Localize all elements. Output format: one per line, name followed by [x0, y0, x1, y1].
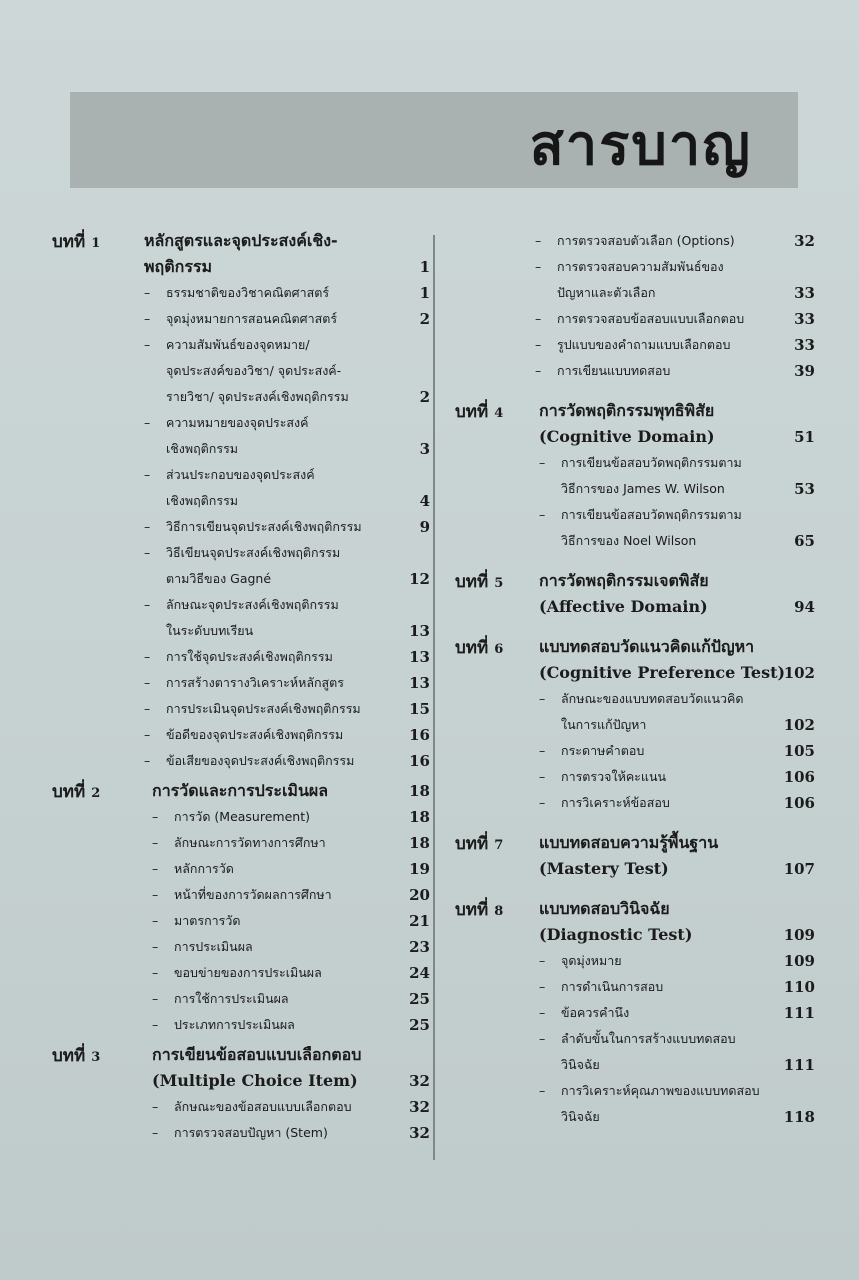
item-dash: –	[535, 363, 542, 378]
item-dash: –	[144, 311, 151, 326]
chapter-page-number: 51	[794, 428, 815, 446]
item-text: มาตรการวัด	[174, 913, 241, 928]
item-page-number: 32	[794, 232, 815, 250]
item-dash: –	[144, 285, 151, 300]
item-page-number: 105	[783, 742, 815, 760]
chapter-number: 7	[494, 838, 504, 853]
chapter-body	[539, 398, 815, 554]
item-text: วิธีเขียนจุดประสงค์เชิงพฤติกรรม	[166, 545, 341, 560]
chapter-number: 8	[494, 904, 504, 919]
chapter-label	[455, 830, 503, 857]
item-page-number: 13	[409, 622, 430, 640]
toc-item	[539, 1078, 815, 1130]
item-dash: –	[144, 415, 151, 430]
item-text: ในการแก้ปัญหา	[561, 717, 647, 732]
title-banner	[70, 92, 798, 188]
item-text: การตรวจให้คะแนน	[561, 769, 667, 784]
item-dash: –	[152, 965, 159, 980]
item-dash: –	[535, 233, 542, 248]
chapter-page-number: 18	[409, 782, 430, 800]
chapter-word: บทที่	[455, 834, 489, 854]
toc-item	[539, 1026, 815, 1078]
toc-item	[152, 882, 430, 908]
chapter-title	[539, 398, 815, 450]
chapter-title-line: (Cognitive Domain)	[539, 427, 715, 446]
item-text: วินิจฉัย	[561, 1109, 600, 1124]
item-text: ขอบข่ายของการประเมินผล	[174, 965, 322, 980]
item-page-number: 65	[794, 532, 815, 550]
item-dash: –	[152, 809, 159, 824]
item-dash: –	[539, 795, 546, 810]
item-text: เชิงพฤติกรรม	[166, 493, 239, 508]
chapter-title	[144, 228, 430, 280]
chapter-title	[152, 778, 430, 804]
item-page-number: 13	[409, 674, 430, 692]
chapter-word: บทที่	[52, 232, 86, 252]
chapter-title	[539, 830, 815, 882]
item-page-number: 23	[409, 938, 430, 956]
item-text: วิธีการเขียนจุดประสงค์เชิงพฤติกรรม	[166, 519, 362, 534]
item-page-number: 32	[409, 1098, 430, 1116]
item-page-number: 3	[419, 440, 430, 458]
chapter-title-line: (Diagnostic Test)	[539, 925, 693, 944]
column-divider	[433, 235, 435, 1160]
item-dash: –	[144, 701, 151, 716]
item-text: ความหมายของจุดประสงค์	[166, 415, 309, 430]
toc-item	[152, 856, 430, 882]
toc-item	[144, 722, 430, 748]
page-title: สารบาญ	[529, 113, 752, 178]
item-dash: –	[539, 769, 546, 784]
toc-item	[152, 804, 430, 830]
item-dash: –	[144, 649, 151, 664]
chapter-label	[52, 778, 100, 805]
item-dash: –	[144, 597, 151, 612]
item-dash: –	[152, 939, 159, 954]
item-page-number: 21	[409, 912, 430, 930]
toc-item	[144, 332, 430, 410]
item-page-number: 12	[409, 570, 430, 588]
item-text: การใช้การประเมินผล	[174, 991, 289, 1006]
item-dash: –	[152, 913, 159, 928]
item-page-number: 111	[783, 1056, 815, 1074]
chapter-title-line: แบบทดสอบวินิจฉัย	[539, 899, 670, 918]
toc-item	[152, 1094, 430, 1120]
toc-item	[539, 974, 815, 1000]
chapter-title-line: หลักสูตรและจุดประสงค์เชิง-	[144, 231, 338, 250]
item-text: ลักษณะของข้อสอบแบบเลือกตอบ	[174, 1099, 352, 1114]
toc-item	[152, 1120, 430, 1146]
chapter-title-line: (Multiple Choice Item)	[152, 1071, 358, 1090]
item-dash: –	[152, 991, 159, 1006]
chapter-number: 5	[494, 576, 504, 591]
toc-item	[144, 592, 430, 644]
item-dash: –	[539, 455, 546, 470]
item-text: ข้อดีของจุดประสงค์เชิงพฤติกรรม	[166, 727, 344, 742]
item-page-number: 25	[409, 1016, 430, 1034]
item-text: การประเมินผล	[174, 939, 253, 954]
chapter-title-line: แบบทดสอบวัดแนวคิดแก้ปัญหา	[539, 637, 755, 656]
chapter-title	[539, 896, 815, 948]
item-text: รูปแบบของคำถามแบบเลือกตอบ	[557, 337, 731, 352]
item-text: การเขียนข้อสอบวัดพฤติกรรมตาม	[561, 507, 742, 522]
chapter-body	[539, 830, 815, 882]
toc-item	[535, 332, 815, 358]
toc-item	[152, 934, 430, 960]
toc-item	[535, 228, 815, 254]
item-text: ลักษณะการวัดทางการศึกษา	[174, 835, 326, 850]
toc-item	[144, 644, 430, 670]
item-page-number: 20	[409, 886, 430, 904]
item-text: ข้อควรคำนึง	[561, 1005, 630, 1020]
toc-item	[539, 790, 815, 816]
chapter-page-number: 109	[783, 926, 815, 944]
item-dash: –	[152, 835, 159, 850]
toc-item	[152, 830, 430, 856]
toc-item	[144, 306, 430, 332]
item-page-number: 4	[419, 492, 430, 510]
item-dash: –	[144, 467, 151, 482]
chapter-title-line: (Cognitive Preference Test)	[539, 663, 786, 682]
item-text: การสร้างตารางวิเคราะห์หลักสูตร	[166, 675, 345, 690]
toc-item	[144, 696, 430, 722]
item-page-number: 106	[783, 794, 815, 812]
item-dash: –	[539, 1031, 546, 1046]
item-dash: –	[535, 311, 542, 326]
item-page-number: 16	[409, 726, 430, 744]
toc-item	[144, 540, 430, 592]
item-text: การวิเคราะห์ข้อสอบ	[561, 795, 670, 810]
toc-item	[539, 1000, 815, 1026]
chapter-page-number: 102	[783, 664, 815, 682]
toc-chapter	[52, 778, 430, 1038]
item-text: ลักษณะของแบบทดสอบวัดแนวคิด	[561, 691, 744, 706]
chapter-title-line: การวัดพฤติกรรมเจตพิสัย	[539, 571, 709, 590]
item-page-number: 16	[409, 752, 430, 770]
chapter-title-line: การวัดและการประเมินผล	[152, 781, 329, 800]
item-text: ลักษณะจุดประสงค์เชิงพฤติกรรม	[166, 597, 339, 612]
chapter-number: 3	[91, 1050, 101, 1065]
chapter-number: 1	[91, 236, 101, 251]
item-dash: –	[144, 337, 151, 352]
toc-chapter	[52, 228, 430, 774]
item-text: จุดมุ่งหมายการสอนคณิตศาสตร์	[166, 311, 338, 326]
item-page-number: 33	[794, 336, 815, 354]
chapter-page-number: 32	[409, 1072, 430, 1090]
toc-item	[144, 514, 430, 540]
item-dash: –	[539, 953, 546, 968]
item-dash: –	[152, 861, 159, 876]
item-dash: –	[144, 519, 151, 534]
item-page-number: 25	[409, 990, 430, 1008]
item-page-number: 13	[409, 648, 430, 666]
item-dash: –	[144, 753, 151, 768]
toc-item	[539, 948, 815, 974]
item-text: วิธีการของ James W. Wilson	[561, 481, 725, 496]
item-page-number: 19	[409, 860, 430, 878]
item-text: เชิงพฤติกรรม	[166, 441, 239, 456]
chapter-body	[144, 228, 430, 774]
item-page-number: 24	[409, 964, 430, 982]
chapter-body	[152, 778, 430, 1038]
item-dash: –	[152, 887, 159, 902]
chapter-word: บทที่	[455, 638, 489, 658]
item-text: การตรวจสอบข้อสอบแบบเลือกตอบ	[557, 311, 745, 326]
chapter-word: บทที่	[455, 572, 489, 592]
chapter-body	[152, 1042, 430, 1146]
item-page-number: 18	[409, 834, 430, 852]
chapter-body	[539, 634, 815, 816]
toc-item-list	[144, 280, 430, 774]
item-dash: –	[539, 743, 546, 758]
chapter-body	[539, 896, 815, 1130]
item-dash: –	[152, 1099, 159, 1114]
toc-item	[535, 254, 815, 306]
item-dash: –	[144, 727, 151, 742]
toc-item	[535, 306, 815, 332]
item-dash: –	[152, 1125, 159, 1140]
item-page-number: 2	[419, 310, 430, 328]
item-page-number: 53	[794, 480, 815, 498]
chapter-title-line: (Affective Domain)	[539, 597, 708, 616]
toc-right-column	[455, 228, 815, 1144]
chapter-title-line: การวัดพฤติกรรมพุทธิพิสัย	[539, 401, 715, 420]
item-text: หลักการวัด	[174, 861, 234, 876]
item-page-number: 33	[794, 284, 815, 302]
item-dash: –	[144, 675, 151, 690]
item-dash: –	[539, 1005, 546, 1020]
toc-left-column	[52, 228, 430, 1150]
chapter-body	[539, 568, 815, 620]
item-text: การเขียนข้อสอบวัดพฤติกรรมตาม	[561, 455, 742, 470]
item-text: กระดาษคำตอบ	[561, 743, 645, 758]
item-page-number: 33	[794, 310, 815, 328]
chapter-label	[52, 1042, 100, 1069]
toc-item	[539, 764, 815, 790]
chapter-label	[455, 398, 503, 425]
toc-item-list	[539, 948, 815, 1130]
chapter-title-line: การเขียนข้อสอบแบบเลือกตอบ	[152, 1045, 362, 1064]
toc-chapter	[455, 830, 815, 882]
item-dash: –	[539, 979, 546, 994]
toc-chapter	[455, 896, 815, 1130]
continued-section	[535, 228, 815, 384]
chapter-label	[455, 634, 503, 661]
item-text: จุดมุ่งหมาย	[561, 953, 622, 968]
chapter-title-line: แบบทดสอบความรู้พื้นฐาน	[539, 833, 719, 852]
toc-item	[539, 738, 815, 764]
item-text: ปัญหาและตัวเลือก	[557, 285, 656, 300]
item-page-number: 18	[409, 808, 430, 826]
item-text: การตรวจสอบความสัมพันธ์ของ	[557, 259, 724, 274]
chapter-word: บทที่	[455, 900, 489, 920]
item-page-number: 9	[419, 518, 430, 536]
toc-chapter	[455, 568, 815, 620]
chapter-label	[455, 568, 503, 595]
item-text: วิธีการของ Noel Wilson	[561, 533, 697, 548]
toc-item-list	[152, 804, 430, 1038]
item-text: การวัด (Measurement)	[174, 809, 310, 824]
item-text: การประเมินจุดประสงค์เชิงพฤติกรรม	[166, 701, 361, 716]
toc-item-list	[539, 686, 815, 816]
item-text: ตามวิธีของ Gagné	[166, 571, 272, 586]
toc-chapter	[455, 634, 815, 816]
item-text: หน้าที่ของการวัดผลการศึกษา	[174, 887, 332, 902]
toc-item	[144, 748, 430, 774]
item-page-number: 109	[783, 952, 815, 970]
toc-chapter	[52, 1042, 430, 1146]
chapter-title	[539, 568, 815, 620]
chapter-number: 4	[494, 406, 504, 421]
item-text: การดำเนินการสอบ	[561, 979, 664, 994]
item-dash: –	[539, 507, 546, 522]
item-text: ลำดับขั้นในการสร้างแบบทดสอบ	[561, 1031, 736, 1046]
item-page-number: 102	[783, 716, 815, 734]
item-text: ธรรมชาติของวิชาคณิตศาสตร์	[166, 285, 330, 300]
toc-item	[539, 450, 815, 502]
chapter-number: 2	[91, 786, 101, 801]
item-page-number: 118	[783, 1108, 815, 1126]
toc-item	[152, 908, 430, 934]
chapter-page-number: 107	[783, 860, 815, 878]
item-page-number: 39	[794, 362, 815, 380]
toc-item	[144, 670, 430, 696]
chapter-label	[455, 896, 503, 923]
item-text: การเขียนแบบทดสอบ	[557, 363, 671, 378]
chapter-title	[539, 634, 815, 686]
chapter-word: บทที่	[455, 402, 489, 422]
item-page-number: 32	[409, 1124, 430, 1142]
item-page-number: 110	[783, 978, 815, 996]
toc-item	[535, 358, 815, 384]
toc-item	[152, 1012, 430, 1038]
item-page-number: 2	[419, 388, 430, 406]
toc-chapter	[455, 398, 815, 554]
item-text: จุดประสงค์ของวิชา/ จุดประสงค์-	[166, 363, 342, 378]
chapter-title-line: (Mastery Test)	[539, 859, 669, 878]
item-text: ในระดับบทเรียน	[166, 623, 254, 638]
item-text: การตรวจสอบปัญหา (Stem)	[174, 1125, 328, 1140]
chapter-label	[52, 228, 100, 255]
chapter-page-number: 1	[419, 258, 430, 276]
chapter-word: บทที่	[52, 782, 86, 802]
item-dash: –	[535, 259, 542, 274]
item-text: การตรวจสอบตัวเลือก (Options)	[557, 233, 735, 248]
item-page-number: 111	[783, 1004, 815, 1022]
toc-item-list	[539, 450, 815, 554]
chapter-title	[152, 1042, 430, 1094]
toc-item	[144, 280, 430, 306]
item-dash: –	[144, 545, 151, 560]
toc-item	[152, 986, 430, 1012]
toc-item	[152, 960, 430, 986]
chapter-title-line: พฤติกรรม	[144, 257, 213, 276]
toc-item	[539, 502, 815, 554]
item-dash: –	[535, 337, 542, 352]
item-text: รายวิชา/ จุดประสงค์เชิงพฤติกรรม	[166, 389, 349, 404]
item-text: วินิจฉัย	[561, 1057, 600, 1072]
toc-item	[539, 686, 815, 738]
item-text: การใช้จุดประสงค์เชิงพฤติกรรม	[166, 649, 333, 664]
toc-item-list	[152, 1094, 430, 1146]
item-dash: –	[152, 1017, 159, 1032]
item-page-number: 15	[409, 700, 430, 718]
item-page-number: 1	[419, 284, 430, 302]
chapter-number: 6	[494, 642, 504, 657]
item-text: ประเภทการประเมินผล	[174, 1017, 295, 1032]
toc-item	[144, 410, 430, 462]
toc-item-list	[535, 228, 815, 384]
item-text: ส่วนประกอบของจุดประสงค์	[166, 467, 315, 482]
chapter-word: บทที่	[52, 1046, 86, 1066]
toc-item	[144, 462, 430, 514]
item-text: ความสัมพันธ์ของจุดหมาย/	[166, 337, 310, 352]
item-text: ข้อเสียของจุดประสงค์เชิงพฤติกรรม	[166, 753, 355, 768]
item-dash: –	[539, 1083, 546, 1098]
item-page-number: 106	[783, 768, 815, 786]
item-dash: –	[539, 691, 546, 706]
chapter-page-number: 94	[794, 598, 815, 616]
item-text: การวิเคราะห์คุณภาพของแบบทดสอบ	[561, 1083, 760, 1098]
